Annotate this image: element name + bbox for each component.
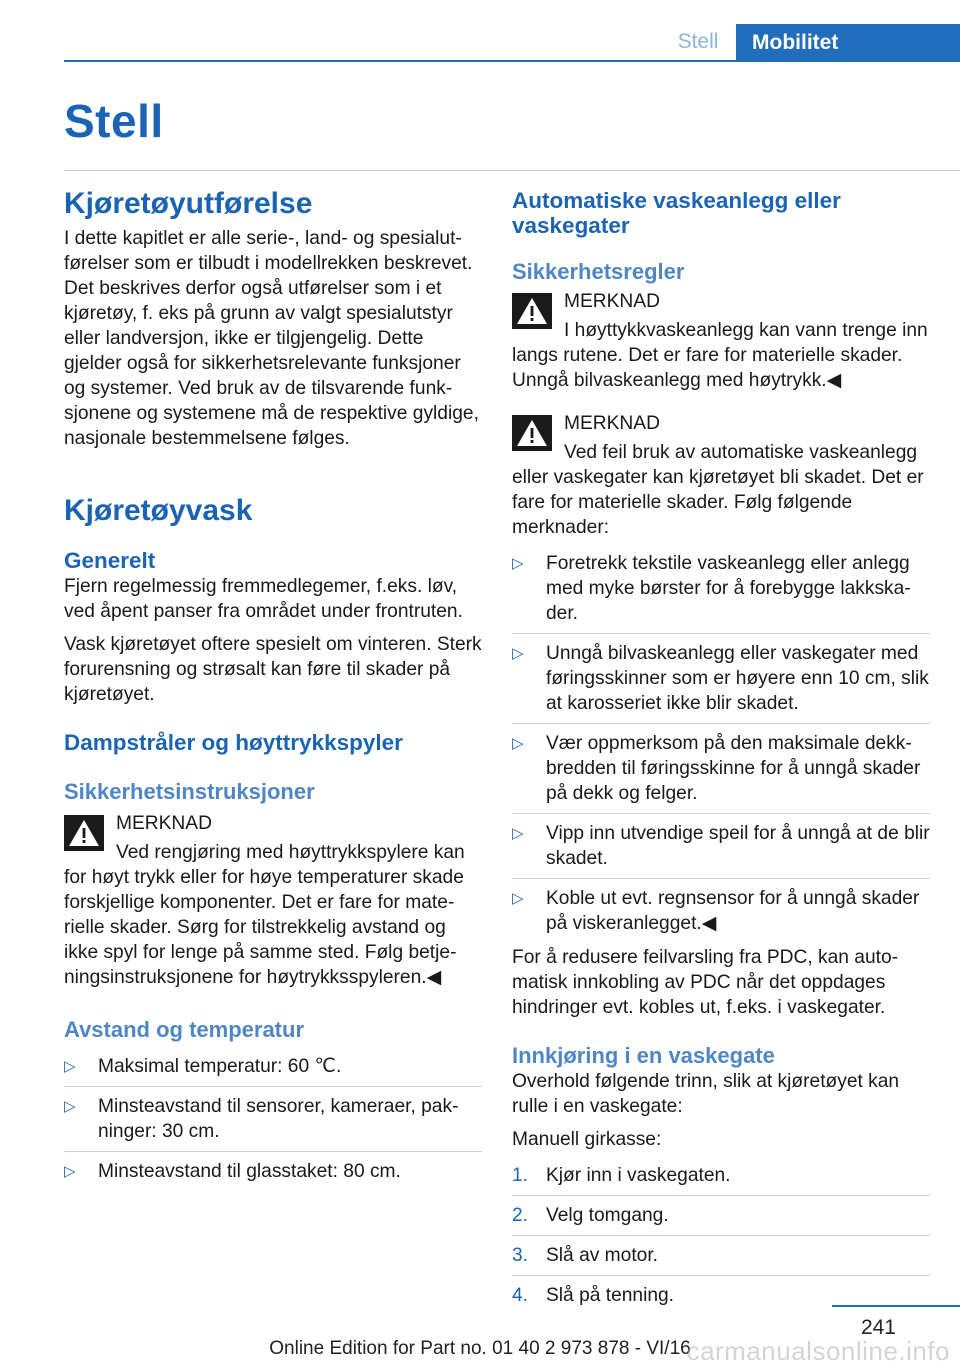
list-item-text: Unngå bilvaskeanlegg eller vaskegater med føringsskinner som er høyere enn 10 cm, slik at karosseriet ikke blir skadet. <box>546 643 929 714</box>
paragraph-innkjoring: Overhold følgende trinn, slik at kjøretøyet kan rulle i en vaskegate: <box>512 1071 900 1117</box>
warning-icon <box>64 815 104 851</box>
steps-list <box>512 1156 930 1315</box>
page-number: 241 <box>860 1316 896 1339</box>
list-item <box>512 813 930 878</box>
triangle-bullet-icon: ▷ <box>64 1098 76 1115</box>
heading-innkjoring: Innkjøring i en vaskegate <box>512 1043 775 1068</box>
list-item-text: Vipp inn utvendige speil for å unngå at de blir skadet. <box>546 823 930 869</box>
left-column <box>64 180 482 1191</box>
warning-text: Ved feil bruk av automatiske vaskeanlegg eller vaskegater kan kjøretøyet bli skadet. Det er fare for materielle skader. Følg følgende merknader: <box>512 442 924 538</box>
list-item <box>64 1086 482 1151</box>
tab-mobilitet[interactable]: Mobilitet <box>736 24 960 61</box>
paragraph-pdc: For å redusere feilvarsling fra PDC, kan automatisk innkobling av PDC når det oppdages hindringer evt. kobles ut, f.eks. i vaskegater. <box>512 947 899 1018</box>
warning-title: MERKNAD <box>116 813 212 834</box>
heading-generelt: Generelt <box>64 548 156 573</box>
list-item-text: Koble ut evt. regnsensor for å unngå skader på viskeranlegget.◀ <box>546 888 920 934</box>
warning-block <box>64 811 482 990</box>
watermark: carmanualsonline.info <box>686 1336 950 1362</box>
paragraph-generelt-1: Fjern regelmessig fremmedlegemer, f.eks. løv, ved åpent panser fra området under frontruten. <box>64 576 463 622</box>
warning-block <box>512 411 930 540</box>
edition-text: Online Edition for Part no. 01 40 2 973 878 - VI/16 <box>269 1338 691 1359</box>
paragraph-kjoretoyutforelse: I dette kapitlet er alle serie-, land- og spesialutførelser som er tilbudt i modellrekken beskrevet. Det beskrives derfor også utførelser som i et kjøretøy, f. eks på grunn av valgt spesialutstyr eller landversjon, ikke er tilgjengelig. Dette gjelder også for sikkerhetsrelevante funksjoner og systemer. Ved bruk av de tilsvarende funksjonene og systemene må de respektive gyldige, nasjonale bestemmelsene følges. <box>64 228 479 449</box>
warning-block <box>512 289 930 393</box>
list-item-text: Minsteavstand til glasstaket: 80 cm. <box>98 1161 401 1182</box>
right-column <box>512 180 930 1315</box>
list-item-text: Minsteavstand til sensorer, kameraer, pakninger: 30 cm. <box>98 1096 459 1142</box>
avstand-list <box>64 1047 482 1191</box>
list-item <box>512 1235 930 1275</box>
list-item-text: Foretrekk tekstile vaskeanlegg eller anlegg med myke børster for å forebygge lakkskader. <box>546 553 911 624</box>
heading-automatiske: Automatiske vaskeanlegg eller vaskegater <box>512 188 841 238</box>
list-item <box>512 878 930 943</box>
list-item <box>64 1047 482 1086</box>
step-number: 1. <box>512 1165 529 1186</box>
list-item <box>512 1195 930 1235</box>
heading-kjoretoyvask: Kjøretøyvask <box>64 494 253 527</box>
step-text: Velg tomgang. <box>546 1205 669 1226</box>
heading-avstand: Avstand og temperatur <box>64 1017 305 1042</box>
triangle-bullet-icon: ▷ <box>512 825 524 842</box>
triangle-bullet-icon: ▷ <box>512 735 524 752</box>
warning-text: Ved rengjøring med høyttrykkspylere kan for høyt trykk eller for høye temperaturer skade forskjellige komponenter. Det er fare for materielle skader. Sørg for tilstrekkelig avstand og ikke spyl for lenge på samme sted. Følg betjeningsinstruksjonene for høytrykksspyleren.◀ <box>64 842 465 988</box>
footer-rule <box>832 1305 960 1307</box>
paragraph-generelt-2: Vask kjøretøyet oftere spesielt om vinteren. Sterk forurensning og strøsalt kan føre til skader på kjøretøyet. <box>64 634 482 705</box>
step-text: Slå av motor. <box>546 1245 658 1266</box>
heading-sikkerhetsregler: Sikkerhetsregler <box>512 259 685 284</box>
list-item-text: Maksimal temperatur: 60 ℃. <box>98 1056 342 1077</box>
step-number: 2. <box>512 1205 529 1226</box>
step-text: Slå på tenning. <box>546 1285 675 1306</box>
list-item-text: Vær oppmerksom på den maksimale dekkbredden til føringsskinne for å unngå skader på dekk og felger. <box>546 733 921 804</box>
top-header <box>0 0 960 62</box>
paragraph-manuell: Manuell girkasse: <box>512 1129 662 1150</box>
warning-icon <box>512 415 552 451</box>
heading-sikkerhetsinstruksjoner: Sikkerhetsinstruksjoner <box>64 779 315 804</box>
heading-dampstraler: Dampstråler og høyttrykkspyler <box>64 730 403 755</box>
heading-kjoretoyutforelse: Kjøretøyutførelse <box>64 187 313 220</box>
list-item <box>64 1151 482 1191</box>
step-number: 3. <box>512 1245 529 1266</box>
step-number: 4. <box>512 1285 529 1306</box>
list-item <box>512 544 930 633</box>
tab-stell[interactable]: Stell <box>660 24 736 60</box>
list-item <box>512 723 930 813</box>
step-text: Kjør inn i vaskegaten. <box>546 1165 731 1186</box>
merknad-list <box>512 544 930 943</box>
list-item <box>512 1275 930 1315</box>
list-item <box>512 633 930 723</box>
warning-icon <box>512 293 552 329</box>
triangle-bullet-icon: ▷ <box>512 890 524 907</box>
list-item <box>512 1156 930 1195</box>
triangle-bullet-icon: ▷ <box>64 1163 76 1180</box>
title-divider <box>64 170 960 171</box>
triangle-bullet-icon: ▷ <box>512 645 524 662</box>
triangle-bullet-icon: ▷ <box>64 1058 76 1075</box>
warning-title: MERKNAD <box>564 413 660 434</box>
warning-title: MERKNAD <box>564 291 660 312</box>
warning-text: I høyttykkvaskeanlegg kan vann trenge inn langs rutene. Det er fare for materielle skader. Unngå bilvaskeanlegg med høytrykk.◀ <box>512 320 928 391</box>
page-title: Stell <box>64 95 164 147</box>
header-rule <box>64 60 960 62</box>
triangle-bullet-icon: ▷ <box>512 555 524 572</box>
